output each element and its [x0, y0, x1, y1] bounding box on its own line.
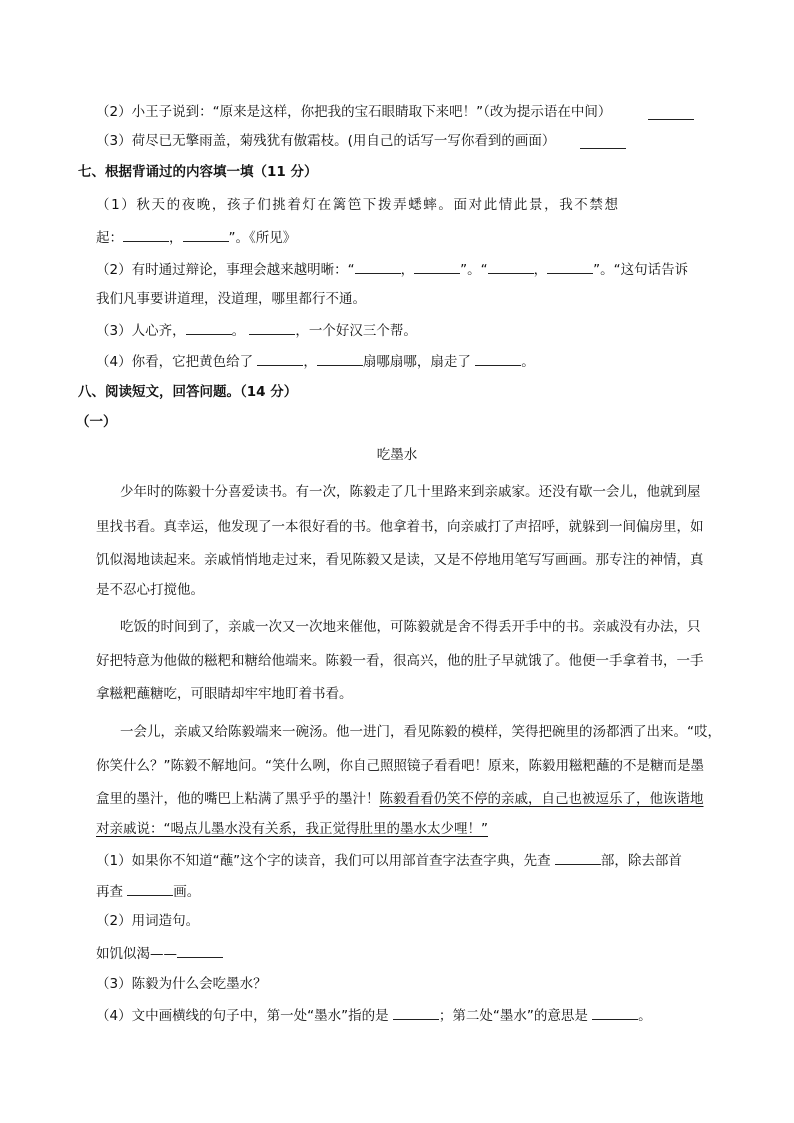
answer-blank[interactable]	[127, 881, 173, 896]
q7-item4-c: 扇哪扇哪，扇走了	[362, 354, 476, 370]
passage-p2-line1: 吃饭的时间到了，亲戚一次又一次地来催他，可陈毅就是舍不得丢开手中的书。亲戚没有办法，只	[120, 619, 701, 635]
answer-blank[interactable]	[123, 227, 169, 242]
q7-item3	[96, 320, 794, 341]
passage-part-label: （一）	[76, 414, 117, 430]
passage-p1-line1: 少年时的陈毅十分喜爱读书。有一次，陈毅走了几十里路来到亲戚家。还没有歇一会儿，他就到屋	[120, 484, 701, 500]
answer-blank[interactable]	[393, 1005, 439, 1020]
q8-item1-line1	[96, 850, 794, 871]
answer-blank[interactable]	[257, 351, 303, 366]
underlined-sentence-cont: 对亲戚说：“喝点儿墨水没有关系，我正觉得肚里的墨水太少哩！”	[96, 821, 488, 837]
q7-item4	[96, 351, 794, 372]
q7-item2-d: ，	[533, 262, 548, 278]
passage-p2-line3: 拿糍粑蘸糖吃，可眼睛却牢牢地盯着书看。	[96, 686, 353, 702]
q7-item3-c: ，一个好汉三个帮。	[295, 323, 417, 339]
q7-item2-a: （2）有时通过辩论，事理会越来越明晰：“	[96, 262, 355, 278]
q7-item1-line2	[96, 227, 794, 248]
passage-p2-line2: 好把特意为他做的糍粑和糖给他端来。陈毅一看，很高兴，他的肚子早就饿了。他便一手拿着书，一手	[96, 653, 704, 669]
q8-item2-word	[96, 943, 794, 964]
answer-blank[interactable]	[475, 351, 521, 366]
q7-item2-c: ”。“	[460, 262, 488, 278]
section-heading-7: 七、根据背诵过的内容填一填（11 分）	[78, 164, 318, 180]
q7-item4-b: ，	[303, 354, 317, 370]
q7-item2-e: ”。“这句话告诉	[593, 262, 689, 278]
q8-item2-word-text: 如饥似渴——	[96, 946, 177, 962]
q7-item4-d: 。	[521, 354, 535, 370]
q8-item4-b: ；第二处“墨水”的意思是	[438, 1008, 593, 1024]
passage-p3-line1: 一会儿，亲戚又给陈毅端来一碗汤。他一进门，看见陈毅的模样，笑得把碗里的汤都洒了出来。“哎，	[120, 724, 721, 740]
q7-item4-a: （4）你看，它把黄色给了	[96, 354, 258, 370]
q8-item1-line2	[96, 881, 794, 902]
answer-blank[interactable]	[580, 134, 626, 149]
q7-item1-b: ，	[169, 230, 183, 246]
section-heading-8: 八、阅读短文，回答问题。（14 分）	[78, 384, 298, 400]
answer-blank[interactable]	[183, 227, 229, 242]
passage-p1-line3: 饥似渴地读起来。亲戚悄悄地走过来，看见陈毅又是读，又是不停地用笔写写画画。那专注的神情，真	[96, 552, 704, 568]
q7-item2-b: ，	[400, 262, 415, 278]
answer-blank[interactable]	[547, 259, 593, 274]
q7-item2-line1	[96, 259, 794, 280]
q6-item2-text: （2）小王子说到：“原来是这样，你把我的宝石眼睛取下来吧！”（改为提示语在中间）	[96, 104, 612, 120]
answer-blank[interactable]	[317, 351, 363, 366]
answer-blank[interactable]	[648, 105, 694, 120]
q8-item3: （3）陈毅为什么会吃墨水？	[96, 976, 267, 992]
q8-item1-c: 再查	[96, 884, 128, 900]
answer-blank[interactable]	[249, 320, 295, 335]
answer-blank[interactable]	[186, 320, 232, 335]
q7-item1-c: ”。《所见》	[228, 230, 297, 246]
answer-blank[interactable]	[177, 943, 223, 958]
q8-item4-a: （4）文中画横线的句子中，第一处“墨水”指的是	[96, 1008, 393, 1024]
q7-item3-b: 。	[231, 323, 250, 339]
passage-p1-line2: 里找书看。真幸运，他发现了一本很好看的书。他拿着书，向亲戚打了声招呼，就躲到一间偏房里，如	[96, 519, 704, 535]
underlined-sentence: 陈毅看看仍笑不停的亲戚，自己也被逗乐了，他诙谐地	[379, 791, 704, 807]
q8-item4	[96, 1005, 794, 1026]
q7-item2-line2: 我们凡事要讲道理，没道理，哪里都行不通。	[96, 291, 366, 307]
answer-blank[interactable]	[355, 259, 401, 274]
passage-p3-line2: 你笑什么？”陈毅不解地问。“笑什么咧，你自己照照镜子看看吧！原来，陈毅用糍粑蘸的不是糖而是墨	[96, 758, 704, 774]
q8-item2: （2）用词造句。	[96, 913, 200, 929]
q8-item1-d: 画。	[173, 884, 201, 900]
passage-title: 吃墨水	[376, 447, 418, 463]
q7-item1-line1: （1）秋天的夜晚，孩子们挑着灯在篱笆下拨弄蟋蟀。面对此情此景，我不禁想	[96, 197, 620, 213]
q6-item3-text: （3）荷尽已无擎雨盖，菊残犹有傲霜枝。(用自己的话写一写你看到的画面）	[96, 133, 556, 149]
passage-p3-line3-plain: 盒里的墨汁，他的嘴巴上粘满了黑乎乎的墨汁！	[96, 791, 380, 807]
passage-p3-line3	[96, 789, 794, 809]
q7-item3-a: （3）人心齐，	[96, 323, 186, 339]
answer-blank[interactable]	[592, 1005, 638, 1020]
passage-p1-line4: 是不忍心打搅他。	[96, 582, 204, 598]
answer-blank[interactable]	[414, 259, 460, 274]
answer-blank[interactable]	[555, 850, 601, 865]
answer-blank[interactable]	[488, 259, 534, 274]
q8-item4-c: 。	[638, 1008, 652, 1024]
q8-item1-b: 部，除去部首	[600, 853, 682, 869]
q7-item1-a: 起：	[96, 230, 123, 246]
q8-item1-a: （1）如果你不知道“蘸”这个字的读音，我们可以用部首查字法查字典，先查	[96, 853, 555, 869]
